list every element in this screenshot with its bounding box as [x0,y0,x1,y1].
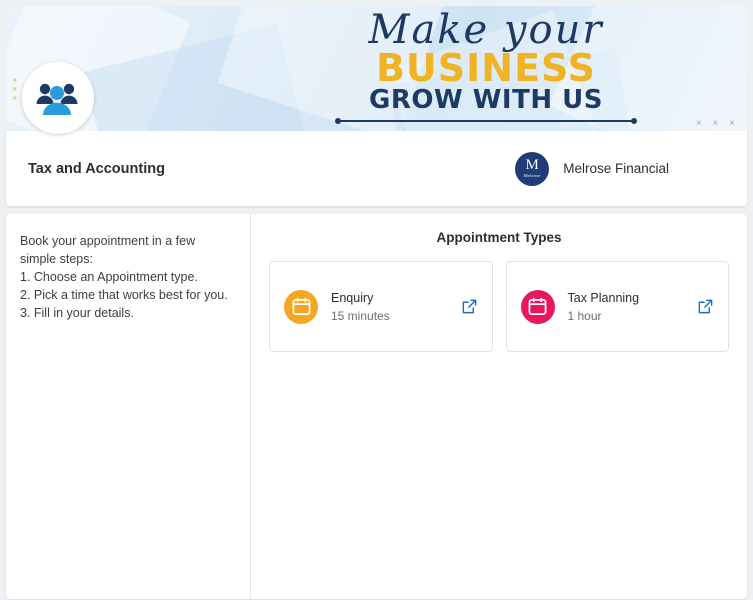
org-logo [515,152,549,186]
section-title: Appointment Types [436,230,562,245]
instructions-intro: Book your appointment in a few simple steps: [20,234,196,266]
instruction-step-2: 2. Pick a time that works best for you. [20,288,228,302]
calendar-icon [521,290,555,324]
banner-divider [338,120,634,122]
org-name: Melrose Financial [563,161,669,176]
instructions-list [20,232,232,322]
organization-block [515,152,725,186]
appointment-duration: 1 hour [567,308,602,323]
instruction-step-1: 1. Choose an Appointment type. [20,270,198,284]
banner-artwork [336,6,636,131]
main-content [6,214,747,599]
banner-business-text: BUSINESS [375,46,597,90]
appointment-card-list [269,261,729,352]
decorative-dots-left: × × × [12,75,18,103]
promo-banner [6,6,747,131]
open-external-icon[interactable] [697,298,714,315]
org-logo-letter: M [525,157,539,174]
instruction-step-3: 3. Fill in your details. [20,306,134,320]
appointment-info [568,291,685,323]
appointment-name: Enquiry [331,290,374,305]
decorative-dots-right: × × × [695,118,739,129]
header-bar [6,131,747,206]
appointment-name: Tax Planning [567,290,640,305]
calendar-icon [284,290,318,324]
appointment-duration: 15 minutes [331,308,390,323]
appointment-types-pane [251,214,747,599]
banner-grow-text: GROW WITH US [369,85,603,115]
org-logo-subtext: Melrose [523,173,541,179]
appointment-card-enquiry[interactable] [269,261,493,352]
appointment-card-tax-planning[interactable] [506,261,730,352]
banner-script-text: Make your [368,7,604,53]
appointment-info [331,291,448,323]
people-group-icon [22,62,94,134]
instructions-pane [6,214,251,599]
open-external-icon[interactable] [461,298,478,315]
page-title: Tax and Accounting [28,160,165,177]
